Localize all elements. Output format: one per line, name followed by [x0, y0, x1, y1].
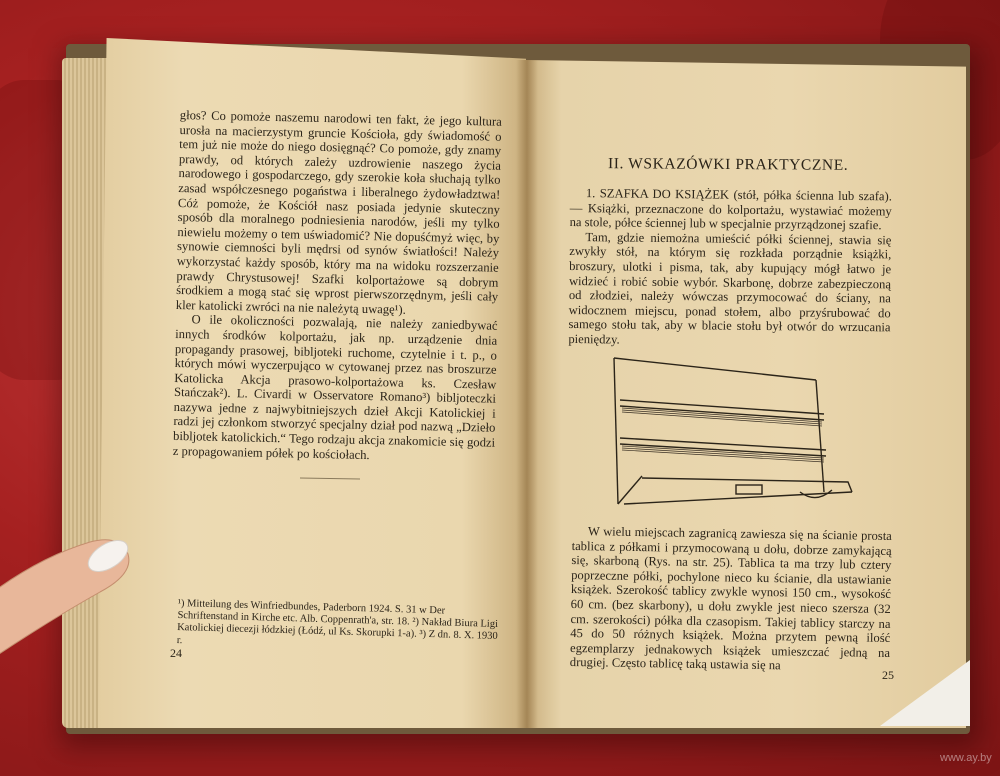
right-paragraph-1: 1. SZAFKA DO KSIĄŻEK (stół, półka ścienna lub szafa). — Książki, przeznaczone do kolportażu, wystawiać możemy na stole, półce ściennej lub w specjalnie przyrządzonej szafie. [569, 186, 892, 233]
shelf-illustration [602, 354, 860, 516]
footnote-text: ¹) Mitteilung des Winfriedbundes, Paderborn 1924. S. 31 w Der Schriftenstand in Kirche etc. Alb. Coppenrath'a, str. 18. ²) Nakład Biura Ligi Katolickiej diecezji łódzkiej (Łódź, ul Ks. Skorupki 1-a). ³) Z dn. 8. X. 1930 r. [176, 598, 499, 646]
right-page-body-continued [570, 524, 892, 675]
page-number-right: 25 [882, 668, 894, 682]
right-paragraph-3: W wielu miejscach zagranicą zawiesza się na ścianie prosta tablica z półkami i przymocowaną u dołu, dobrze zamykającą się, skarboną (Rys. na str. 25). Tablica ta ma trzy lub cztery poprzeczne półki, pochylone nieco ku ścianie, dla ustawianie książek. Szerokość tablicy zwykle wynosi 150 cm., wysokość 60 cm. (bez skarbony), u dołu zwykle jest nieco szersza (32 cm. szerokości) półka dla czasopism. Takiej tablicy starczy na 45 do 50 różnych książek. Można przytem pewną ilość egzemplarzy jednakowych książek umieszczać jedną na drugiej. Często tablicę taką ustawia się na [569, 524, 892, 673]
right-page-body [568, 186, 892, 350]
left-paragraph-2: O ile okoliczności pozwalają, nie należy zaniedbywać innych środków kolportażu, jak np. urządzenie dnia propagandy prasowej, bibljoteki ruchome, czytelnie i t. p., o których mówi wyczerpująco w cytowanej przez nas broszurze Katolicka Akcja prasowo-kolportażowa ks. Czesław Stańczak²). L. Civardi w Osservatore Romano³) bibljoteczki nazywa jedne z najwybitniejszych dzieł Akcji Katolickiej i radzi jej członkom stworzyć specjalny dział pod nazwą „Dzieło bibljotek katolickich.“ Tego rodzaju akcja znakomicie się godzi z propagowaniem półek po kościołach. [172, 312, 498, 462]
footnotes [177, 598, 502, 656]
left-paragraph-1: głos? Co pomoże naszemu narodowi ten fakt, że jego kultura urosła na macierzystym gruncie Kościoła, gdy świadomość o tem już nie może do niego dosięgnąć? Co pomoże, gdy znamy prawdy, od których zależy uzdrowienie naszego życia narodowego i gospodarczego, gdy szerokie koła słuchają tylko zasad współczesnego pogaństwa i liberalnego żydowładztwa! Cóż pomoże, że Kościół nasz posiada jedynie skuteczny sposób dla moralnego podniesienia narodów, jeśli my tylko niewielu możemy o tem uświadomić? Nie dopuśćmyż więc, by synowie ciemności byli mędrsi od synów światłości! Należy wykorzystać każdy sposób, który ma na widoku rozszerzanie prawdy Chrystusowej! Szafki kolportażowe są dobrym środkiem a mogą stać się wprost pierwszorzędnym, jeśli cały kler katolicki zwróci na nie należytą uwagę¹). [175, 108, 502, 317]
left-page-body [173, 108, 502, 465]
finger [0, 520, 145, 680]
right-paragraph-2: Tam, gdzie niemożna umieścić półki ściennej, stawia się zwykły stół, na którym się rozkłada porządnie książki, broszury, ulotki i pisma, tak, aby kupujący mógł łatwo je widzieć i robić sobie wybór. Skarbonę, dobrze zabezpieczoną od złodziei, należy wówczas przymocować do ściany, na widocznem miejscu, ponad stołem, albo przyśrubować do samego stołu tak, aby w blacie stołu był otwór do wrzucania pieniędzy. [568, 229, 892, 347]
section-heading: II. WSKAZÓWKI PRAKTYCZNE. [607, 155, 849, 174]
book-gutter [516, 60, 538, 728]
page-number-left: 24 [170, 646, 182, 660]
watermark: www.ay.by [940, 752, 992, 764]
